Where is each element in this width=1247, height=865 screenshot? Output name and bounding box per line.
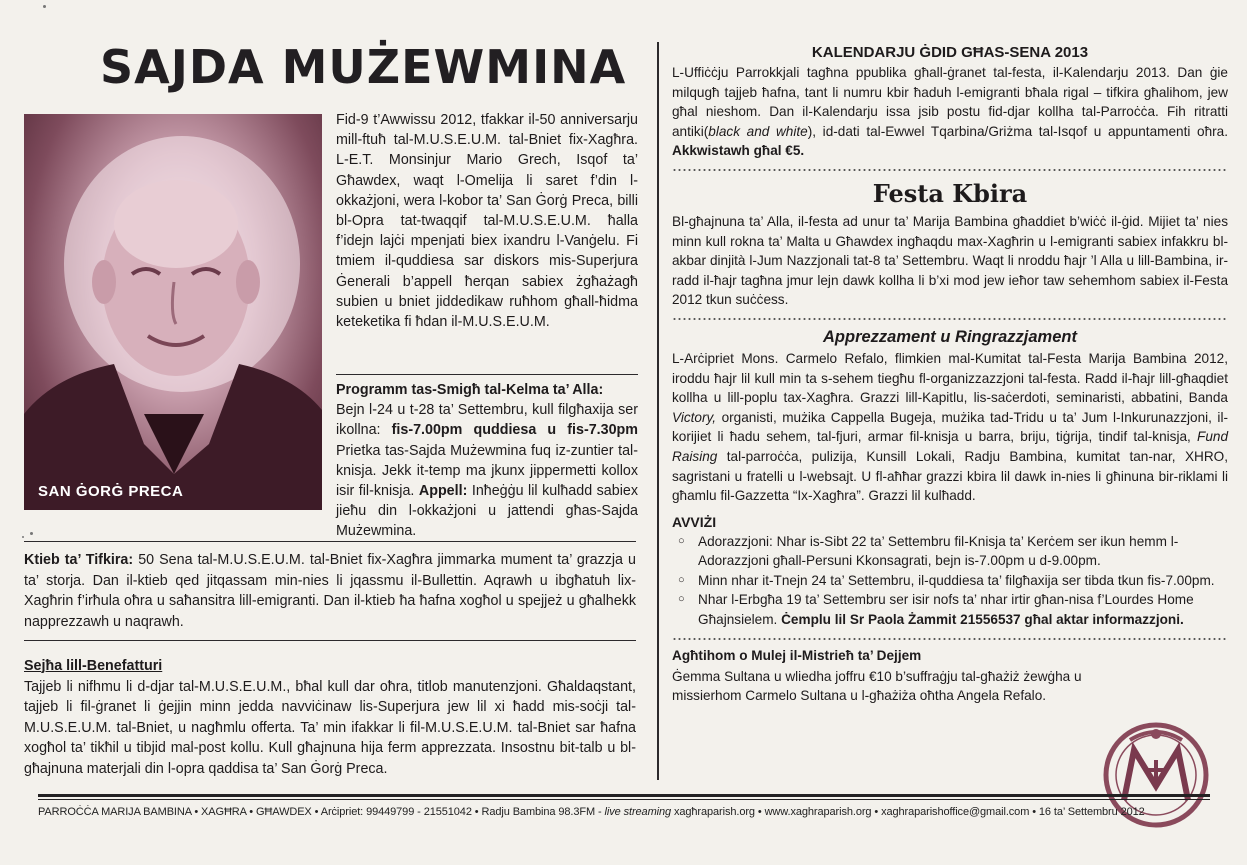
avviz-text: Nhar l-Erbgħa 19 ta’ Settembru ser isir nofs ta’ nhar irtir għan-nisa f’Lourdes Home Għajnsielem. bbox=[698, 592, 1194, 628]
portrait-figure-icon bbox=[24, 114, 322, 510]
ktieb-label: Ktieb ta’ Tifkira: bbox=[24, 552, 134, 568]
apprezzament-fund: Fund Raising bbox=[672, 429, 1228, 464]
circle-bullet-icon: ○ bbox=[678, 573, 685, 586]
programm-section bbox=[336, 374, 638, 542]
programm-text-3: Inħeġġu lil kulħadd sabiex jieħu din l-okkażjoni u jattendi għas-Sajda Mużewmina. bbox=[336, 483, 638, 540]
intro-paragraph: Fid-9 t’Awwissu 2012, tfakkar il-50 anniversarju mill-ftuħ tal-M.U.S.E.U.M. tal-Bniet fix-Xagħra. L-E.T. Monsinjur Mario Grech, Isqof ta’ Għawdex, waqt l-Omelija li saret f’din l-okkażjoni, wera l-kobor ta’ San Ġorġ Preca, billi bl-Opra tat-twaqqif tal-M.U.S.E.U.M. ħalla f’idejn lajċi mpenjati biex ixandru l-Vanġelu. Fi tmiem il-quddiesa sar diskors mis-Superjura Ġenerali b’appell ħerqan sabiex żgħażagħ subien u bniet jiddedikaw ruħhom għall-ħidma keteketika fi ħdan il-M.U.S.E.U.M. bbox=[336, 112, 638, 331]
kalendarju-price: Akkwistawh għal €5. bbox=[672, 143, 805, 159]
programm-text-2: Prietka tas-Sajda Mużewmina fuq iz-zuntier tal-knisja. Jekk it-temp ma jkunx jippermetti kollox isir fil-knisja. bbox=[336, 442, 638, 500]
section-rule bbox=[24, 640, 636, 641]
list-item bbox=[672, 532, 1228, 571]
programm-text-1: Bejn l-24 u t-28 ta’ Settembru, kull filgħaxija ser ikollna: bbox=[336, 402, 638, 439]
dotted-divider bbox=[672, 316, 1228, 322]
page-title: SAJDA MUŻEWMINA bbox=[100, 40, 627, 94]
kalendarju-title: KALENDARJU ĠDID GĦAS-SENA 2013 bbox=[811, 44, 1089, 61]
programm-times: fis-7.00pm quddiesa u fis-7.30pm bbox=[391, 422, 639, 439]
apprezzament-text bbox=[672, 349, 1228, 506]
kalendarju-text bbox=[672, 63, 1228, 161]
dotted-divider bbox=[672, 636, 1228, 642]
footer-text-1: PARROĊĊA MARIJA BAMBINA • XAGĦRA • GĦAWDEX • Arċipriet: 99449799 - 21551042 • Radju Bambina 98.3FM - bbox=[38, 806, 605, 818]
portrait-photo bbox=[24, 114, 322, 510]
festa-title: Festa Kbira bbox=[872, 178, 1028, 208]
circle-bullet-icon: ○ bbox=[678, 593, 685, 606]
appell-label: Appell: bbox=[418, 483, 468, 500]
footer-live: live streaming bbox=[604, 806, 672, 818]
avviz-bold: Ċemplu lil Sr Paola Żammit 21556537 għal aktar informazzjoni. bbox=[781, 612, 1184, 628]
footer-text-2: xagħraparish.org • www.xaghraparish.org • xaghraparishoffice@gmail.com • 16 ta’ Settembru 2012 bbox=[671, 806, 1145, 818]
section-rule bbox=[24, 541, 636, 542]
ktieb-section bbox=[24, 541, 636, 641]
scan-speck bbox=[43, 5, 46, 8]
kalendarju-italic: black and white bbox=[708, 123, 808, 139]
scan-speck bbox=[30, 532, 33, 535]
column-divider bbox=[657, 42, 659, 780]
avviz-text: Adorazzjoni: Nhar is-Sibt 22 ta’ Settembru fil-Knisja ta’ Kerċem ser ikun hemm l-Adorazzjoni għall-Persuni Kkonsagrati, bejn is-7.00pm u d-9.00pm. bbox=[698, 533, 1179, 569]
dotted-divider bbox=[672, 167, 1228, 173]
avvizi-list bbox=[672, 532, 1228, 630]
ktieb-body: 50 Sena tal-M.U.S.E.U.M. tal-Bniet fix-Xagħra jimmarka mument ta’ grazzja u ta’ storja. Dan il-ktieb qed jitqassam min-nies li jqassmu il-Bullettin. Aqrawh u ibgħatuh lix-Xagħrin f’irħula oħra u saħansitra lill-emigranti. Dan il-ktieb ħa ħafna xogħol u spejjeż u għalhekk napprezzawh u naqrawh. bbox=[24, 552, 636, 630]
sejha-section bbox=[24, 656, 636, 780]
apprezzament-text-2: organisti, mużika Cappella Bugeja, mużika tad-Tridu u ta’ Jum l-Inkurunazzjoni, il-korijiet li ħadu sehem, tal-fjuri, armar fil-knisja u barra, briju, tiġrija, tindif tal-knisja, bbox=[672, 409, 1228, 445]
avvizi-title: AVVIŻI bbox=[672, 513, 717, 530]
sejha-title: Sejħa lill-Benefatturi bbox=[24, 658, 163, 674]
footer-rule bbox=[38, 799, 1210, 800]
portrait-caption: SAN ĠORĠ PRECA bbox=[38, 483, 184, 500]
kalendarju-text-1: L-Uffiċċju Parrokkjali tagħna ppublika għall-ġranet tal-festa, il-Kalendarju 2013. Dan ġie milqugħ tajjeb ħafna, tant li numru kbir ħaduh l-emigranti bħala rigal – tifkira għalihom, jew għal nieshom. Dan il-Kalendarju issa jsib postu fid-djar kollha tal-Parroċċa. Fih ritratti antiki( bbox=[672, 65, 1228, 139]
aghtihom-text: Ġemma Sultana u wliedha joffru €10 b’suffraġju tal-għażiż żewġha u missierhom Carmelo Sultana u l-għażiża oħtha Angela Refalo. bbox=[672, 668, 1082, 704]
sejha-text: Tajjeb li nifhmu li d-djar tal-M.U.S.E.U.M., bħal kull dar oħra, titlob manutenzjoni. Għaldaqstant, tajjeb li fil-ġranet li ġejjin minn jedda navviċinaw lis-Superjura jew lil xi ħadd mis-soċji tal-M.U.S.E.U.M. tal-Bniet, u nagħmlu offerta. Ta’ min ifakkar li fil-M.U.S.E.U.M. tal-Bniet sar ħafna xogħol ta’ tikħil u tibjid mal-post kollu. Kull għajnuna hija ferm apprezzata. Insostnu bit-talb u bl-għajnuna materjali din l-opra qaddisa ta’ San Ġorġ Preca. bbox=[24, 678, 636, 777]
kalendarju-text-2: ), id-dati tal-Ewwel Tqarbina/Griżma tal-Isqof u appuntamenti oħra. bbox=[807, 123, 1228, 139]
footer bbox=[38, 806, 1218, 818]
footer-rule bbox=[38, 794, 1210, 797]
scan-speck bbox=[22, 536, 24, 538]
circle-bullet-icon: ○ bbox=[678, 534, 685, 547]
aghtihom-title: Agħtihom o Mulej il-Mistrieħ ta’ Dejjem bbox=[672, 647, 922, 663]
list-item bbox=[672, 590, 1228, 629]
apprezzament-title: Apprezzament u Ringrazzjament bbox=[823, 327, 1077, 346]
apprezzament-text-1: L-Arċipriet Mons. Carmelo Refalo, flimkien mal-Kumitat tal-Festa Marija Bambina 2012, iroddu ħajr lil kull min ta s-sehem tiegħu fl-organizzazzjoni tal-festa. Radd il-ħajr lill-għaqdiet kollha u lill-poplu tax-Xagħra. Grazzi lill-Kapitlu, lis-saċerdoti, seminaristi, abbatini, Banda bbox=[672, 350, 1228, 406]
programm-text bbox=[336, 400, 638, 541]
section-rule bbox=[336, 374, 638, 375]
right-column bbox=[672, 44, 1228, 706]
ktieb-text bbox=[24, 550, 636, 632]
avviz-text: Minn nhar it-Tnejn 24 ta’ Settembru, il-quddiesa ta’ filgħaxija ser tibda tkun fis-7.00pm. bbox=[698, 572, 1215, 588]
festa-text: Bl-għajnuna ta’ Alla, il-festa ad unur ta’ Marija Bambina għaddiet b’wiċċ il-ġid. Mijiet ta’ nies minn kull rokna ta’ Malta u Għawdex ingħaqdu max-Xagħrin u l-emigranti sabiex infakkru bl-akbar dinjità l-Jum Nazzjonali tat-8 ta’ Settembru. Waqt li nroddu ħajr ’l Alla u lill-Bambina, ir-radd il-ħajr tagħna jmur lejn dawk kollha li b’xi mod jew ieħor taw sehemhom sabiex il-Festa 2012 tkun suċċess. bbox=[672, 213, 1228, 308]
apprezzament-text-3: tal-parroċċa, pulizija, Kunsill Lokali, Radju Bambina, kumitat tan-nar, XHRO, sagristani u fratelli u l-websajt. U fl-aħħar grazzi kbira lil dawk in-nies li għinuna bir-riklami li għamlu fil-Gazzetta “Ix-Xagħra”. Grazzi lil kulħadd. bbox=[672, 448, 1228, 504]
programm-title: Programm tas-Smigħ tal-Kelma ta’ Alla: bbox=[336, 382, 604, 398]
list-item bbox=[672, 571, 1228, 591]
apprezzament-victory: Victory, bbox=[672, 409, 717, 425]
